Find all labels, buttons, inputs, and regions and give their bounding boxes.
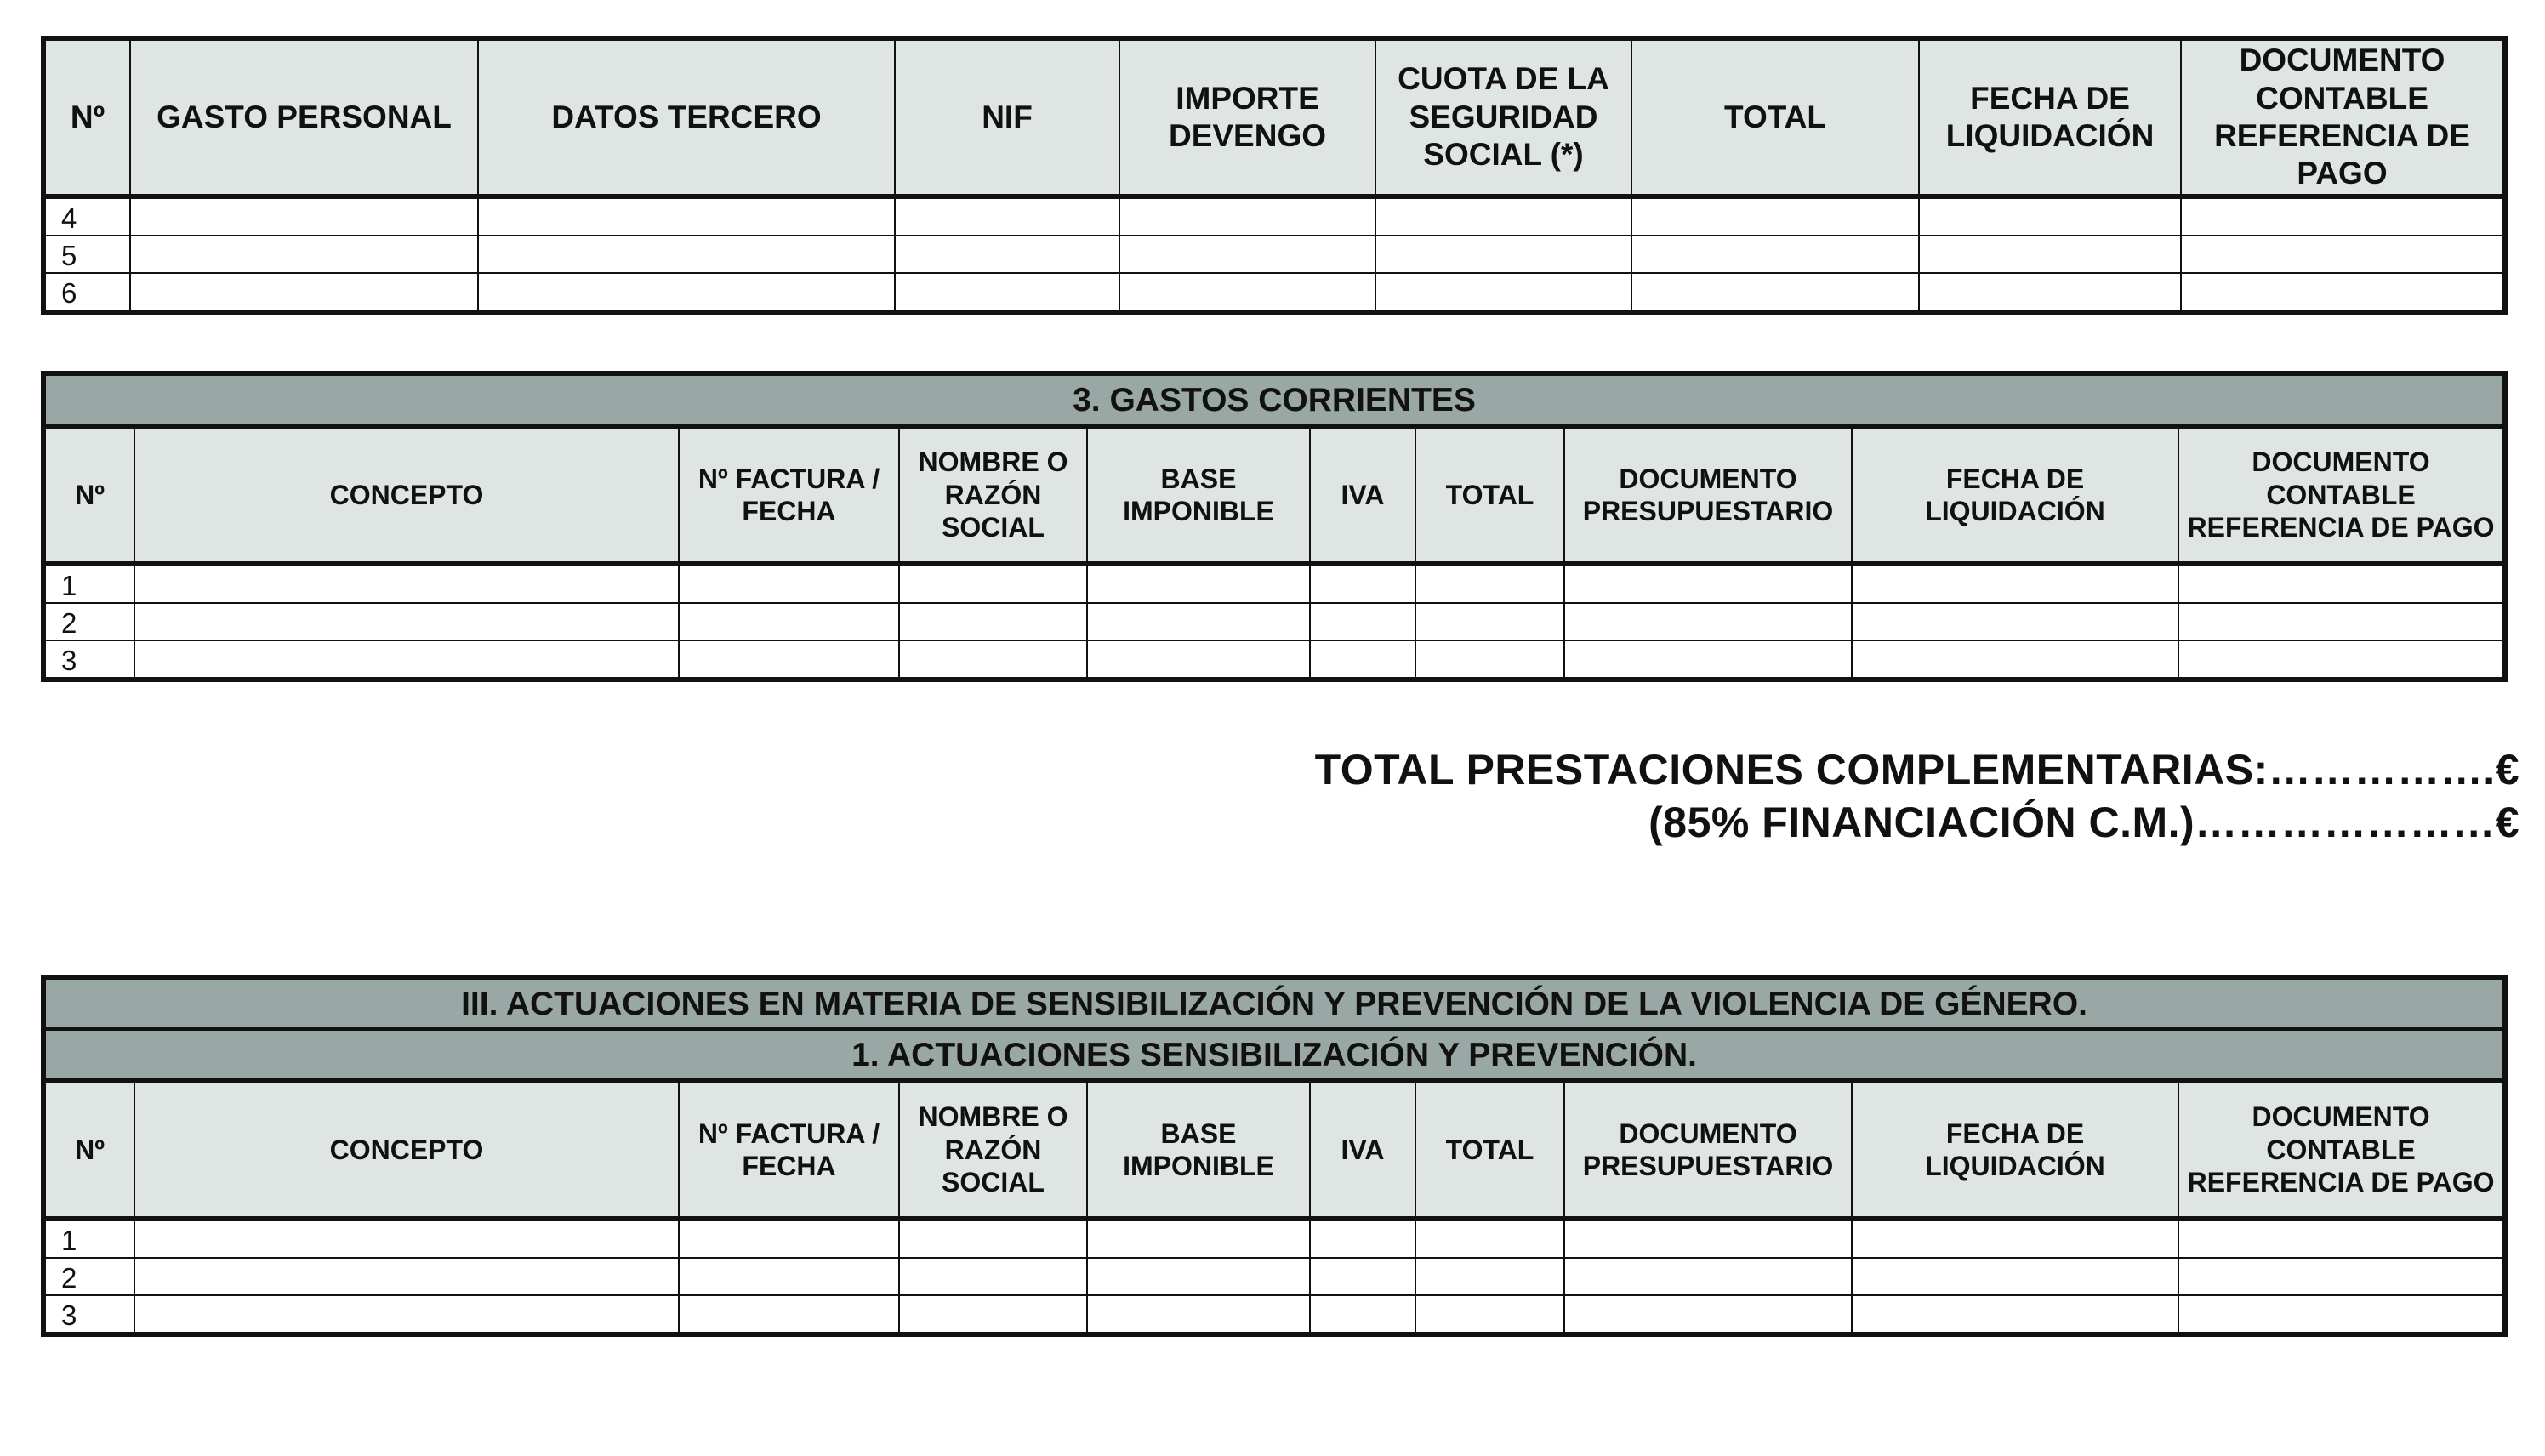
current-expenses-table	[41, 371, 2508, 682]
header-razon-social: NOMBRE O RAZÓN SOCIAL	[899, 426, 1087, 564]
cell[interactable]	[1415, 640, 1564, 680]
table-row	[43, 1295, 2505, 1334]
table-row	[43, 640, 2505, 680]
header-documento-contable: DOCUMENTO CONTABLE REFERENCIA DE PAGO	[2178, 1081, 2505, 1219]
cell[interactable]	[679, 1258, 899, 1295]
row-number: 1	[43, 1219, 134, 1258]
cell[interactable]	[679, 1295, 899, 1334]
cell[interactable]	[130, 236, 478, 273]
cell[interactable]	[1919, 273, 2181, 312]
header-fecha-liquidacion: FECHA DE LIQUIDACIÓN	[1852, 1081, 2178, 1219]
cell[interactable]	[1564, 603, 1852, 640]
cell[interactable]	[130, 273, 478, 312]
cell[interactable]	[134, 603, 679, 640]
cell[interactable]	[1375, 273, 1631, 312]
row-number: 1	[43, 564, 134, 603]
cell[interactable]	[1415, 564, 1564, 603]
cell[interactable]	[899, 1295, 1087, 1334]
header-factura-fecha: Nº FACTURA / FECHA	[679, 1081, 899, 1219]
cell[interactable]	[1564, 1295, 1852, 1334]
cell[interactable]	[1310, 1295, 1415, 1334]
cell[interactable]	[1087, 640, 1310, 680]
cell[interactable]	[899, 1258, 1087, 1295]
header-fecha-liquidacion: FECHA DE LIQUIDACIÓN	[1919, 38, 2181, 196]
cell[interactable]	[895, 196, 1119, 236]
cell[interactable]	[899, 564, 1087, 603]
header-total: TOTAL	[1415, 426, 1564, 564]
cell[interactable]	[478, 196, 895, 236]
cell[interactable]	[1310, 603, 1415, 640]
cell[interactable]	[1119, 236, 1375, 273]
cell[interactable]	[1564, 640, 1852, 680]
header-fecha-liquidacion: FECHA DE LIQUIDACIÓN	[1852, 426, 2178, 564]
header-total: TOTAL	[1415, 1081, 1564, 1219]
cell[interactable]	[1631, 236, 1919, 273]
cell[interactable]	[1631, 273, 1919, 312]
cell[interactable]	[1564, 1258, 1852, 1295]
cell[interactable]	[1852, 640, 2178, 680]
cell[interactable]	[2178, 1219, 2505, 1258]
cell[interactable]	[1564, 564, 1852, 603]
cell[interactable]	[130, 196, 478, 236]
cell[interactable]	[1087, 603, 1310, 640]
cell[interactable]	[899, 603, 1087, 640]
cell[interactable]	[2178, 640, 2505, 680]
cell[interactable]	[895, 273, 1119, 312]
row-number: 3	[43, 1295, 134, 1334]
cell[interactable]	[2181, 273, 2505, 312]
row-number: 2	[43, 1258, 134, 1295]
cell[interactable]	[1852, 1295, 2178, 1334]
cell[interactable]	[899, 1219, 1087, 1258]
cell[interactable]	[134, 640, 679, 680]
header-base-imponible: BASE IMPONIBLE	[1087, 426, 1310, 564]
awareness-prevention-table	[41, 975, 2508, 1337]
cell[interactable]	[1119, 273, 1375, 312]
table-row	[43, 196, 2505, 236]
cell[interactable]	[1631, 196, 1919, 236]
cell[interactable]	[1564, 1219, 1852, 1258]
header-documento-contable: DOCUMENTO CONTABLE REFERENCIA DE PAGO	[2178, 426, 2505, 564]
header-number: Nº	[43, 1081, 134, 1219]
table-row	[43, 236, 2505, 273]
header-documento-contable: DOCUMENTO CONTABLE REFERENCIA DE PAGO	[2181, 38, 2505, 196]
cell[interactable]	[1415, 1258, 1564, 1295]
cell[interactable]	[2181, 196, 2505, 236]
header-nif: NIF	[895, 38, 1119, 196]
row-number: 6	[43, 273, 130, 312]
cell[interactable]	[1310, 1258, 1415, 1295]
cell[interactable]	[1375, 196, 1631, 236]
section-title: 3. GASTOS CORRIENTES	[43, 373, 2505, 426]
header-iva: IVA	[1310, 1081, 1415, 1219]
cell[interactable]	[1375, 236, 1631, 273]
header-concepto: CONCEPTO	[134, 1081, 679, 1219]
cell[interactable]	[1415, 1295, 1564, 1334]
header-number: Nº	[43, 38, 130, 196]
section-subtitle: 1. ACTUACIONES SENSIBILIZACIÓN Y PREVENCIÓN.	[43, 1029, 2505, 1081]
table-row	[43, 603, 2505, 640]
cell[interactable]	[134, 1295, 679, 1334]
header-datos-tercero: DATOS TERCERO	[478, 38, 895, 196]
total-prestaciones-line: TOTAL PRESTACIONES COMPLEMENTARIAS:…………….€	[1314, 746, 2519, 793]
cell[interactable]	[679, 640, 899, 680]
cell[interactable]	[134, 564, 679, 603]
cell[interactable]	[899, 640, 1087, 680]
cell[interactable]	[478, 273, 895, 312]
cell[interactable]	[1087, 1219, 1310, 1258]
cell[interactable]	[1310, 564, 1415, 603]
cell[interactable]	[2178, 1295, 2505, 1334]
financiacion-line: (85% FINANCIACIÓN C.M.)…………………€	[1648, 799, 2519, 846]
header-razon-social: NOMBRE O RAZÓN SOCIAL	[899, 1081, 1087, 1219]
cell[interactable]	[1852, 1258, 2178, 1295]
row-number: 3	[43, 640, 134, 680]
cell[interactable]	[679, 564, 899, 603]
totals-block	[1315, 745, 2519, 847]
header-base-imponible: BASE IMPONIBLE	[1087, 1081, 1310, 1219]
cell[interactable]	[1415, 603, 1564, 640]
cell[interactable]	[895, 236, 1119, 273]
table-row	[43, 564, 2505, 603]
cell[interactable]	[1310, 1219, 1415, 1258]
table-row	[43, 1219, 2505, 1258]
cell[interactable]	[1919, 236, 2181, 273]
cell[interactable]	[134, 1258, 679, 1295]
header-cuota-seguridad-social: CUOTA DE LA SEGURIDAD SOCIAL (*)	[1375, 38, 1631, 196]
cell[interactable]	[2178, 564, 2505, 603]
cell[interactable]	[2178, 603, 2505, 640]
cell[interactable]	[2181, 236, 2505, 273]
cell[interactable]	[134, 1219, 679, 1258]
table-row	[43, 1258, 2505, 1295]
header-importe-devengo: IMPORTE DEVENGO	[1119, 38, 1375, 196]
cell[interactable]	[1852, 1219, 2178, 1258]
cell[interactable]	[1087, 564, 1310, 603]
header-concepto: CONCEPTO	[134, 426, 679, 564]
row-number: 5	[43, 236, 130, 273]
header-gasto-personal: GASTO PERSONAL	[130, 38, 478, 196]
cell[interactable]	[478, 236, 895, 273]
cell[interactable]	[1087, 1258, 1310, 1295]
cell[interactable]	[2178, 1258, 2505, 1295]
table-row	[43, 273, 2505, 312]
section-title: III. ACTUACIONES EN MATERIA DE SENSIBILIZACIÓN Y PREVENCIÓN DE LA VIOLENCIA DE GÉNERO.	[43, 977, 2505, 1029]
cell[interactable]	[1415, 1219, 1564, 1258]
header-documento-presupuestario: DOCUMENTO PRESUPUESTARIO	[1564, 426, 1852, 564]
row-number: 2	[43, 603, 134, 640]
row-number: 4	[43, 196, 130, 236]
cell[interactable]	[1852, 603, 2178, 640]
header-factura-fecha: Nº FACTURA / FECHA	[679, 426, 899, 564]
cell[interactable]	[1310, 640, 1415, 680]
cell[interactable]	[1919, 196, 2181, 236]
header-total: TOTAL	[1631, 38, 1919, 196]
cell[interactable]	[1087, 1295, 1310, 1334]
header-documento-presupuestario: DOCUMENTO PRESUPUESTARIO	[1564, 1081, 1852, 1219]
cell[interactable]	[1852, 564, 2178, 603]
cell[interactable]	[679, 603, 899, 640]
header-number: Nº	[43, 426, 134, 564]
cell[interactable]	[679, 1219, 899, 1258]
personnel-expenses-table	[41, 36, 2508, 315]
cell[interactable]	[1119, 196, 1375, 236]
header-iva: IVA	[1310, 426, 1415, 564]
